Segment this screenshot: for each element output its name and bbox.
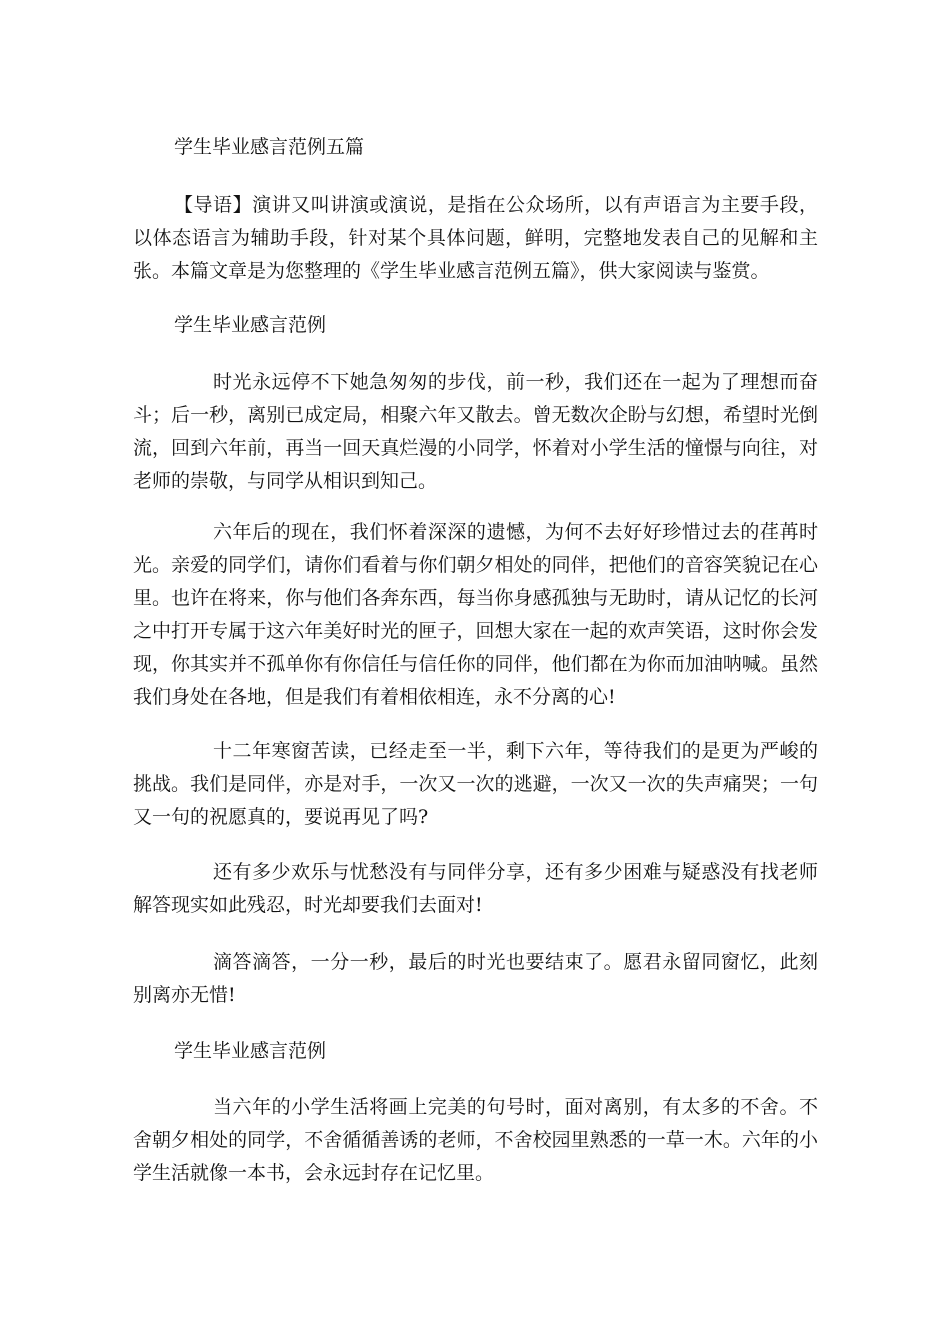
- body-paragraph: 滴答滴答，一分一秒，最后的时光也要结束了。愿君永留同窗忆，此刻别离亦无惜!: [133, 951, 818, 1006]
- document-title: 学生毕业感言范例五篇: [174, 136, 365, 158]
- body-paragraph: 还有多少欢乐与忧愁没有与同伴分享，还有多少困难与疑惑没有找老师解答现实如此残忍，时光却要我们去面对!: [133, 861, 818, 916]
- body-paragraph: 六年后的现在，我们怀着深深的遗憾，为何不去好好珍惜过去的荏苒时光。亲爱的同学们，请你们看着与你们朝夕相处的同伴，把他们的音容笑貌记在心里。也许在将来，你与他们各奔东西，每当你身感孤独与无助时，请从记忆的长河之中打开专属于这六年美好时光的匣子，回想大家在一起的欢声笑语，这时你会发现，你其实并不孤单你有你信任与信任你的同伴，他们都在为你而加油呐喊。虽然我们身处在各地，但是我们有着相依相连，永不分离的心!: [133, 521, 818, 708]
- section-heading: 学生毕业感言范例: [174, 1040, 327, 1062]
- intro-paragraph: 【导语】演讲又叫讲演或演说，是指在公众场所，以有声语言为主要手段，以体态语言为辅助手段，针对某个具体问题，鲜明，完整地发表自己的见解和主张。本篇文章是为您整理的《学生毕业感言范例五篇》，供大家阅读与鉴赏。: [133, 194, 818, 282]
- body-paragraph: 时光永远停不下她急匆匆的步伐，前一秒，我们还在一起为了理想而奋斗；后一秒，离别已成定局，相聚六年又散去。曾无数次企盼与幻想，希望时光倒流，回到六年前，再当一回天真烂漫的小同学，怀着对小学生活的憧憬与向往，对老师的崇敬，与同学从相识到知己。: [133, 371, 818, 492]
- body-paragraph: 十二年寒窗苦读，已经走至一半，剩下六年，等待我们的是更为严峻的挑战。我们是同伴，亦是对手，一次又一次的逃避，一次又一次的失声痛哭；一句又一句的祝愿真的，要说再见了吗?: [133, 740, 818, 828]
- section-heading: 学生毕业感言范例: [174, 314, 327, 336]
- body-paragraph: 当六年的小学生活将画上完美的句号时，面对离别，有太多的不舍。不舍朝夕相处的同学，不舍循循善诱的老师，不舍校园里熟悉的一草一木。六年的小学生活就像一本书，会永远封存在记忆里。: [133, 1096, 818, 1184]
